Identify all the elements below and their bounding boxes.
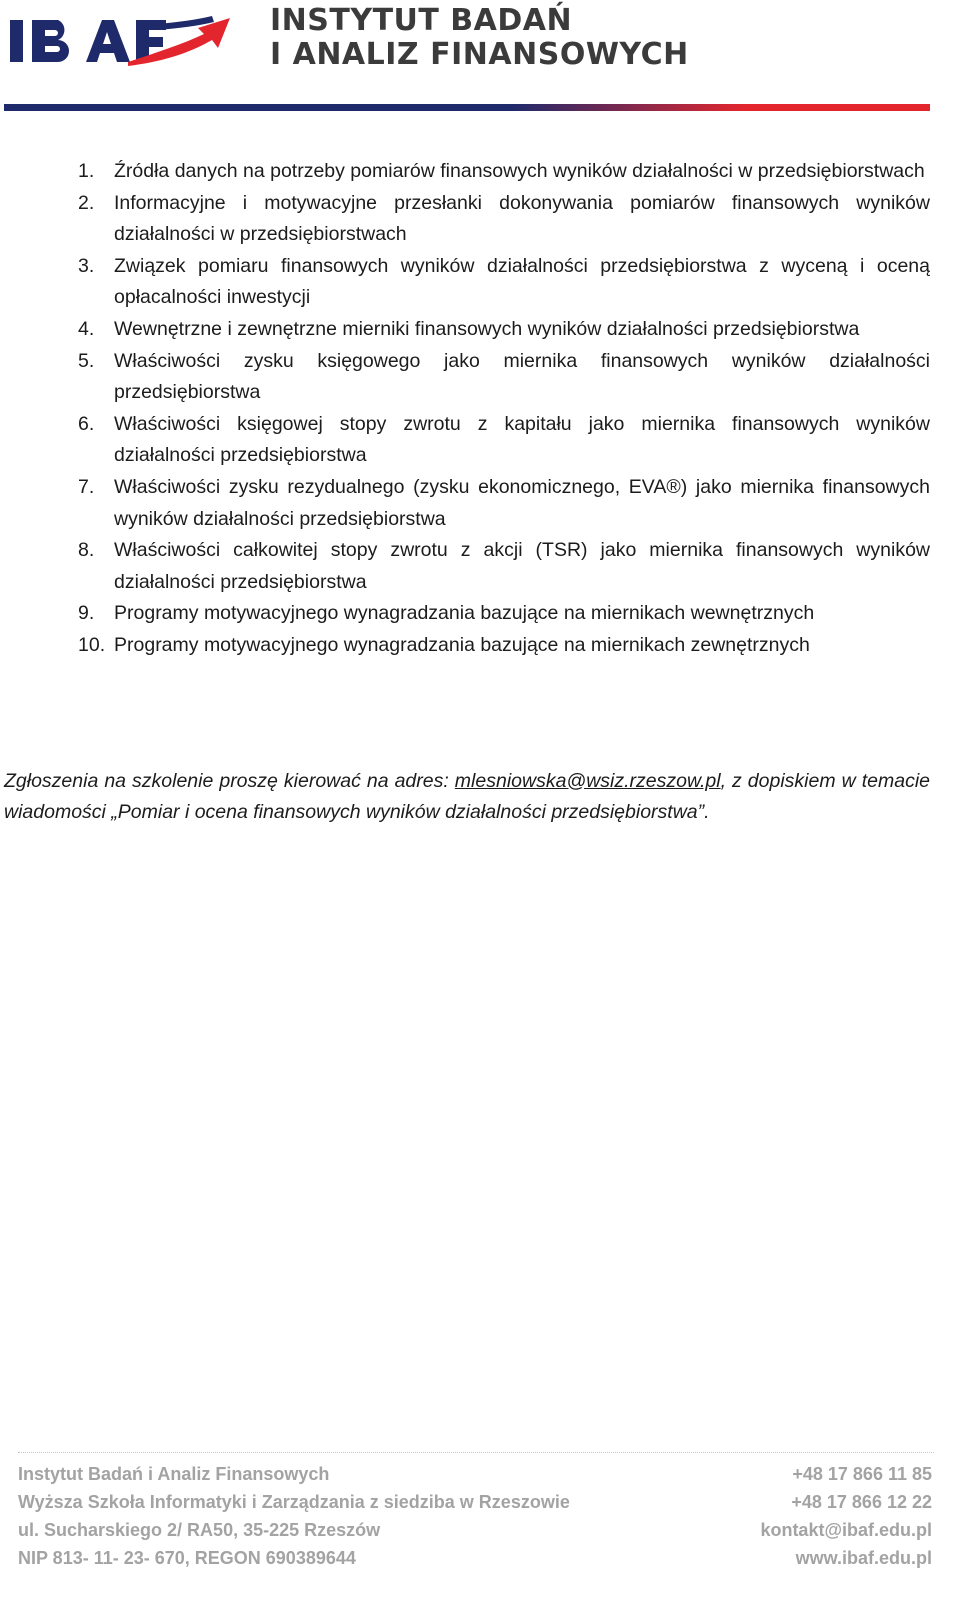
footer-website: www.ibaf.edu.pl: [795, 1548, 932, 1568]
list-item-text: Właściwości księgowej stopy zwrotu z kapitału jako miernika finansowych wyników działalności przedsiębiorstwa: [114, 412, 930, 467]
list-item-text: Związek pomiaru finansowych wyników działalności przedsiębiorstwa z wyceną i oceną opłacalności inwestycji: [114, 254, 930, 309]
footer-tax-ids: NIP 813- 11- 23- 670, REGON 690389644: [18, 1548, 356, 1568]
footer-address: [18, 1460, 638, 1572]
list-item-number: 10.: [78, 633, 106, 656]
registration-note-suffix: , z dopiskiem w temacie wiadomości „Pomiar i ocena finansowych wyników działalności przedsiębiorstwa”.: [4, 769, 930, 824]
institute-title-line1: INSTYTUT BADAŃ: [270, 3, 573, 38]
list-item-number: 2.: [78, 191, 95, 214]
list-item: [78, 472, 930, 535]
registration-note: [4, 766, 930, 829]
footer-divider: [18, 1452, 934, 1453]
header-divider: [4, 104, 930, 111]
list-item-number: 6.: [78, 412, 95, 435]
list-item: [78, 598, 930, 630]
list-item-number: 9.: [78, 602, 95, 625]
institute-title: [270, 4, 730, 74]
footer-phone-2: +48 17 866 12 22: [791, 1492, 932, 1512]
list-item-text: Wewnętrzne i zewnętrzne mierniki finansowych wyników działalności przedsiębiorstwa: [114, 317, 860, 340]
list-item: [78, 535, 930, 598]
footer-street-address: ul. Sucharskiego 2/ RA50, 35-225 Rzeszów: [18, 1520, 381, 1540]
list-item-number: 4.: [78, 317, 95, 340]
list-item: [78, 156, 930, 188]
list-item: [78, 409, 930, 472]
registration-email-link[interactable]: mlesniowska@wsiz.rzeszow.pl: [454, 769, 721, 792]
list-item: [78, 251, 930, 314]
footer-school-name: Wyższa Szkoła Informatyki i Zarządzania z siedziba w Rzeszowie: [18, 1492, 570, 1512]
ibaf-logo-mark: [8, 4, 258, 74]
list-item-number: 3.: [78, 254, 95, 277]
list-item-text: Właściwości zysku księgowego jako miernika finansowych wyników działalności przedsiębiorstwa: [114, 349, 930, 404]
list-item-text: Właściwości zysku rezydualnego (zysku ekonomicznego, EVA®) jako miernika finansowych wyników działalności przedsiębiorstwa: [114, 475, 930, 530]
list-item-text: Programy motywacyjnego wynagradzania bazujące na miernikach wewnętrznych: [114, 602, 815, 625]
registration-note-prefix: Zgłoszenia na szkolenie proszę kierować na adres:: [4, 769, 455, 792]
list-item: [78, 346, 930, 409]
list-item-number: 8.: [78, 539, 95, 562]
header-divider-bar: [4, 104, 930, 111]
topics-section: [78, 156, 930, 662]
list-item-number: 5.: [78, 349, 95, 372]
footer-contacts: [632, 1460, 932, 1572]
list-item-number: 7.: [78, 475, 95, 498]
footer-email: kontakt@ibaf.edu.pl: [760, 1520, 932, 1540]
list-item: [78, 314, 930, 346]
list-item-text: Źródła danych na potrzeby pomiarów finansowych wyników działalności w przedsiębiorstwach: [114, 160, 925, 182]
list-item: [78, 630, 930, 662]
institute-title-line2: I ANALIZ FINANSOWYCH: [270, 37, 689, 72]
list-item-text: Programy motywacyjnego wynagradzania bazujące na miernikach zewnętrznych: [114, 633, 810, 656]
ibaf-logo: [4, 0, 724, 78]
footer-phone-1: +48 17 866 11 85: [792, 1464, 932, 1484]
list-item-text: Informacyjne i motywacyjne przesłanki dokonywania pomiarów finansowych wyników działalności w przedsiębiorstwach: [114, 191, 930, 246]
list-item-number: 1.: [78, 160, 95, 182]
list-item: [78, 188, 930, 251]
page-header: [0, 0, 960, 112]
topics-list: [78, 156, 930, 662]
list-item-text: Właściwości całkowitej stopy zwrotu z akcji (TSR) jako miernika finansowych wyników działalności przedsiębiorstwa: [114, 539, 930, 593]
footer-institute-name: Instytut Badań i Analiz Finansowych: [18, 1464, 330, 1484]
